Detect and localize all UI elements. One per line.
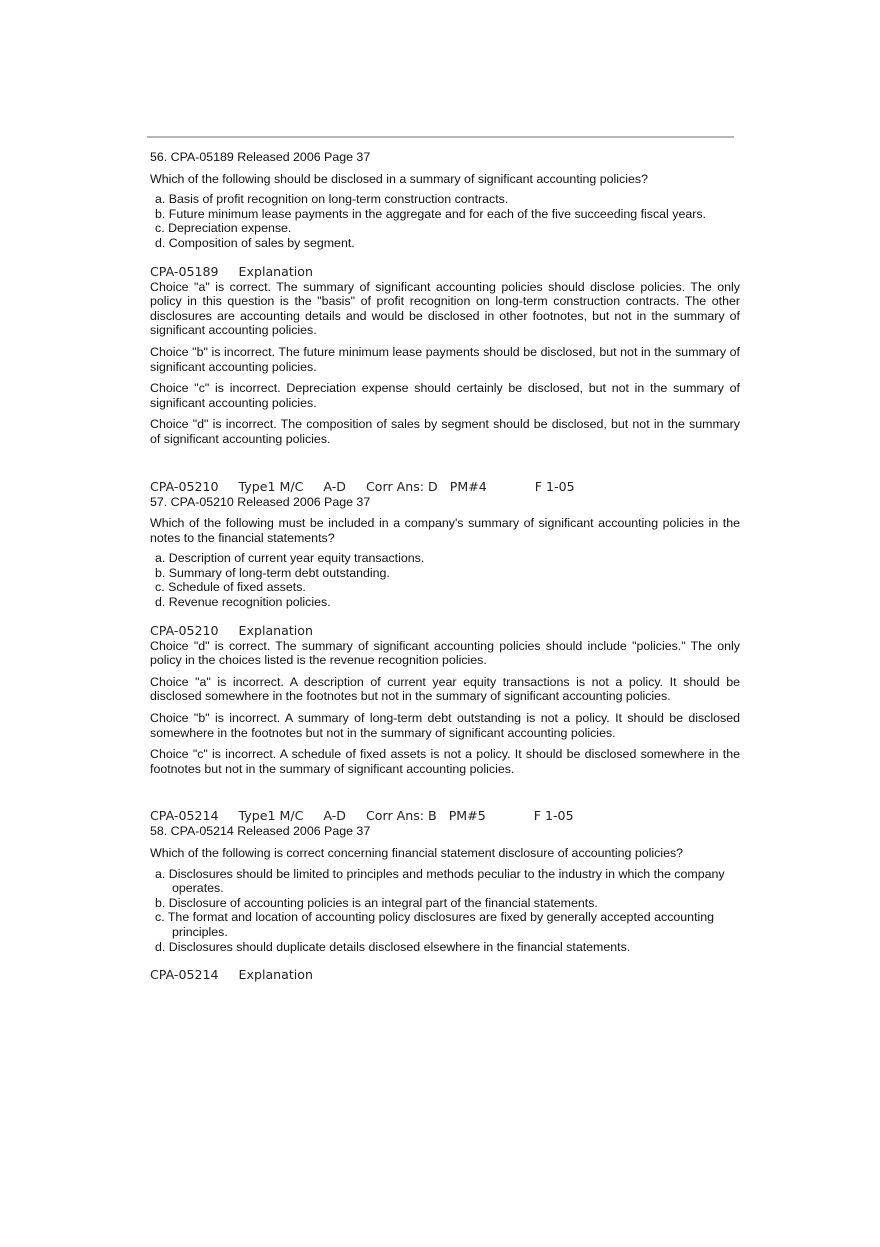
explanation-header: CPA-05210 Explanation <box>150 622 313 638</box>
explanation-paragraph: Choice "c" is incorrect. Depreciation expense should certainly be disclosed, but not in the summary of significant accounting policies. <box>150 381 740 410</box>
question-block-57 <box>150 479 740 777</box>
choice-a: a. Description of current year equity transactions. <box>155 551 425 566</box>
choice-list <box>150 192 740 250</box>
explanation-paragraph: Choice "d" is incorrect. The composition of sales by segment should be disclosed, but not in the summary of significant accounting policies. <box>150 417 740 446</box>
question-text: Which of the following is correct concerning financial statement disclosure of accounting policies? <box>150 846 684 860</box>
question-meta-line: CPA-05214 Type1 M/C A-D Corr Ans: B PM#5 F 1-05 <box>150 808 574 824</box>
choice-b: b. Summary of long-term debt outstanding. <box>155 565 390 580</box>
choice-c: c. Depreciation expense. <box>155 221 292 236</box>
question-meta-line: CPA-05210 Type1 M/C A-D Corr Ans: D PM#4 F 1-05 <box>150 478 575 494</box>
choice-a: a. Basis of profit recognition on long-term construction contracts. <box>155 192 509 207</box>
choice-c: c. Schedule of fixed assets. <box>155 580 306 595</box>
explanation-paragraph: Choice "b" is incorrect. The future minimum lease payments should be disclosed, but not in the summary of significant accounting policies. <box>150 344 740 374</box>
explanation-paragraph: Choice "a" is incorrect. A description of current year equity transactions is not a policy. It should be disclosed somewhere in the footnotes but not in the summary of significant accounting policies. <box>150 674 740 704</box>
page-content <box>150 150 740 983</box>
choice-a: a. Disclosures should be limited to principles and methods peculiar to the industry in which the company operates. <box>155 866 725 896</box>
question-block-56 <box>150 150 740 447</box>
explanation-header: CPA-05214 Explanation <box>150 967 313 983</box>
header-rule <box>147 136 734 138</box>
choice-b: b. Disclosure of accounting policies is an integral part of the financial statements. <box>155 895 598 910</box>
question-text: Which of the following should be disclosed in a summary of significant accounting policies? <box>150 171 648 186</box>
question-source: 57. CPA-05210 Released 2006 Page 37 <box>150 494 371 509</box>
question-source: 56. CPA-05189 Released 2006 Page 37 <box>150 150 371 164</box>
question-source: 58. CPA-05214 Released 2006 Page 37 <box>150 824 371 839</box>
explanation-header: CPA-05189 Explanation <box>150 263 313 279</box>
explanation-paragraph: Choice "a" is correct. The summary of significant accounting policies should disclose policies. The only policy in this question is the "basis" of profit recognition on long-term construction contracts. The other disclosures are accounting details and would be disclosed in other footnotes, but not in the summary of significant accounting policies. <box>150 279 740 338</box>
question-text: Which of the following must be included in a company's summary of significant accounting policies in the notes to the financial statements? <box>150 516 740 545</box>
question-block-58 <box>150 808 740 983</box>
explanation-paragraph: Choice "b" is incorrect. A summary of long-term debt outstanding is not a policy. It should be disclosed somewhere in the footnotes but not in the summary of significant accounting policies. <box>150 711 740 740</box>
explanation-paragraph: Choice "c" is incorrect. A schedule of fixed assets is not a policy. It should be disclosed somewhere in the footnotes but not in the summary of significant accounting policies. <box>150 747 740 776</box>
choice-d: d. Composition of sales by segment. <box>155 235 355 250</box>
explanation-paragraph: Choice "d" is correct. The summary of significant accounting policies should include "policies." The only policy in the choices listed is the revenue recognition policies. <box>150 638 740 668</box>
choice-d: d. Disclosures should duplicate details disclosed elsewhere in the financial statements. <box>155 939 631 954</box>
choice-list <box>150 551 740 609</box>
choice-list <box>150 867 740 955</box>
choice-d: d. Revenue recognition policies. <box>155 595 331 610</box>
choice-c: c. The format and location of accounting policy disclosures are fixed by generally accepted accounting principles. <box>155 910 715 939</box>
choice-b: b. Future minimum lease payments in the aggregate and for each of the five succeeding fiscal years. <box>155 206 706 221</box>
